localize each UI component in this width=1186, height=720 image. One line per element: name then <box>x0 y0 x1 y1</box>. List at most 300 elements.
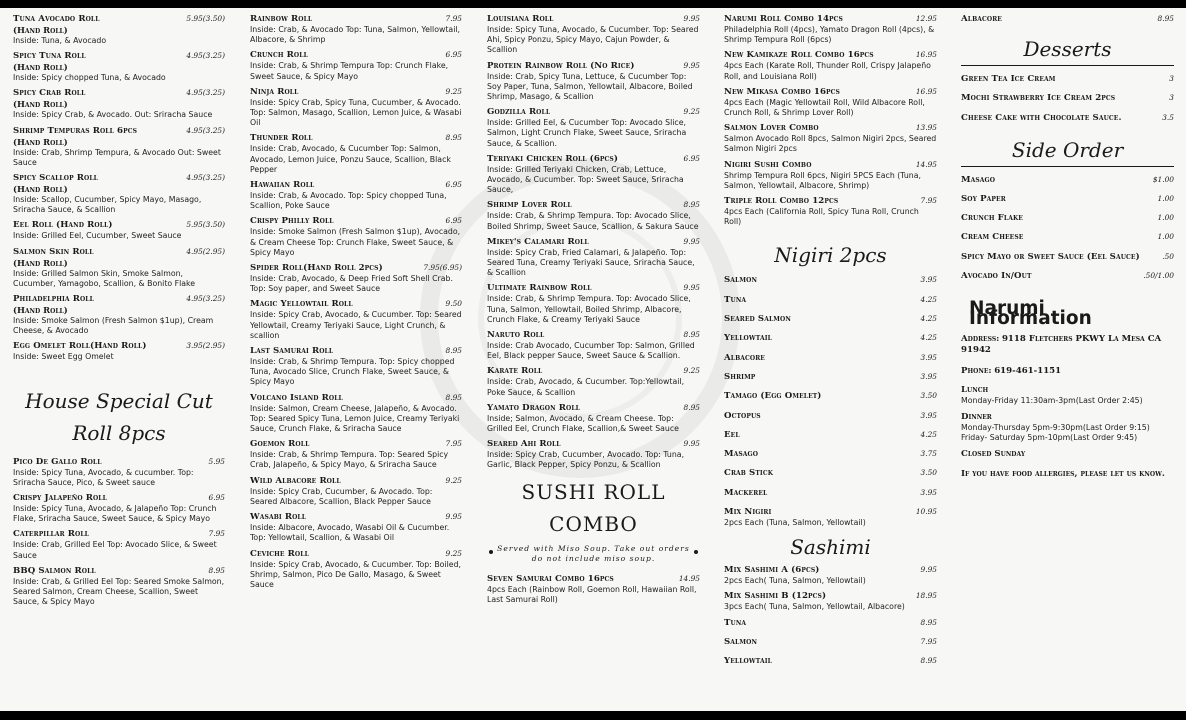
menu-item <box>487 403 700 434</box>
menu-item-header <box>961 232 1174 243</box>
menu-item-name: Masago <box>961 174 996 185</box>
menu-item-header <box>250 263 462 274</box>
menu-item <box>724 372 937 383</box>
menu-item <box>724 468 937 479</box>
menu-item-name: Tamago (Egg Omelet) <box>724 391 822 402</box>
menu-item-name: Caterpillar Roll <box>13 529 89 540</box>
menu-item <box>724 391 937 402</box>
menu-item-price: 4.95(3.25) <box>186 88 225 98</box>
menu-item-description: 4pcs Each (California Roll, Spicy Tuna Roll, Crunch Roll) <box>724 207 919 227</box>
menu-item-header <box>724 275 937 286</box>
menu-item <box>961 194 1174 205</box>
menu-item-header <box>724 565 937 576</box>
menu-item-header <box>724 295 937 306</box>
menu-column-2 <box>250 14 462 595</box>
menu-item-header <box>13 341 225 352</box>
menu-item-header <box>487 61 700 72</box>
menu-item-price: 3.50 <box>920 391 937 401</box>
menu-item-price: 16.95 <box>915 50 937 60</box>
menu-item-name: Shrimp <box>724 371 756 382</box>
menu-item-price: 4.95(2.95) <box>186 246 225 256</box>
menu-item <box>961 252 1174 263</box>
menu-item-name: Tuna <box>724 294 747 305</box>
menu-item-description: Inside: Crab, Shrimp Tempura, & Avocado Out: Sweet Sauce <box>13 147 221 167</box>
menu-item-header <box>487 330 700 341</box>
menu-item-name: Seven Samurai Combo 16pcs <box>487 573 614 584</box>
menu-item-description: 4pcs Each (Rainbow Roll, Goemon Roll, Hawaiian Roll, Last Samurai Roll) <box>487 584 697 604</box>
menu-item-name: Mikey's Calamari Roll <box>487 236 589 247</box>
menu-item-description: Inside: Crab, Avocado, & Deep Fried Soft Shell Crab. Top: Soy paper, and Sweet Sauce <box>250 274 453 294</box>
menu-item-name: Mix Sashimi B (12pcs) <box>724 591 827 602</box>
menu-item-header <box>250 133 462 144</box>
menu-item <box>13 14 225 46</box>
menu-item-header <box>250 216 462 227</box>
menu-item-price: 9.95 <box>683 236 700 246</box>
menu-item <box>961 175 1174 186</box>
dinner-hours: Dinner Monday-Thursday 5pm-9:30pm(Last Order 9:15) Friday- Saturday 5pm-10pm(Last Order 9:45) <box>961 412 1150 442</box>
menu-item-name: Goemon Roll <box>250 439 310 450</box>
menu-item <box>724 160 937 191</box>
menu-item <box>250 476 462 507</box>
menu-item-name: Octopus <box>724 410 761 421</box>
menu-item-header <box>724 372 937 383</box>
menu-item-description: Inside: Grilled Eel, Cucumber, Sweet Sauce <box>13 231 182 241</box>
menu-item-subtitle: (Hand Roll) <box>13 136 68 147</box>
menu-item-description: Shrimp Tempura Roll 6pcs, Nigiri 5PCS Each (Tuna, Salmon, Yellowtail, Albacore, Shrimp) <box>724 170 921 190</box>
menu-item-header <box>724 50 937 61</box>
menu-item-name: Eel Roll (Hand Roll) <box>13 220 113 231</box>
menu-item-subtitle: (Hand Roll) <box>13 257 68 268</box>
desserts-divider <box>961 65 1174 66</box>
side-order-divider <box>961 166 1174 167</box>
menu-item-description: Inside: Spicy Crab, Cucumber, & Avocado. Top: Seared Albacore, Scallion, Black Pepper Sauce <box>250 486 433 506</box>
menu-item-name: New Mikasa Combo 16pcs <box>724 86 840 97</box>
menu-item <box>724 295 937 306</box>
menu-item-price: 3.75 <box>920 449 937 459</box>
menu-item-header <box>250 180 462 191</box>
menu-item <box>961 93 1174 104</box>
menu-item-name: Louisiana Roll <box>487 14 554 24</box>
menu-item-header <box>961 252 1174 263</box>
menu-item-name: Ninja Roll <box>250 86 299 97</box>
menu-item-description: Inside: Crab Avocado, Cucumber Top: Salmon, Grilled Eel, Black pepper Sauce, Sweet Sauce & Scallion. <box>487 341 695 361</box>
menu-item-name: Spider Roll(Hand Roll 2pcs) <box>250 263 383 274</box>
menu-item-name: Salmon Lover Combo <box>724 123 819 134</box>
menu-item-description: Inside: Crab, & Shrimp Tempura. Top: Seared Spicy Crab, Jalapeño, & Spicy Mayo, & Sriracha Sauce <box>250 450 449 470</box>
menu-item-header <box>724 618 937 629</box>
menu-item-price: 7.95(6.95) <box>423 263 462 273</box>
menu-item-header <box>250 476 462 487</box>
menu-item-description: Inside: Crab, & Shrimp Tempura. Top: Avocado Slice, Tuna, Salmon, Yellowtail, Boiled Shrimp, Albacore, Crunch Flake, & Creamy Teriyaki Sauce <box>487 294 691 324</box>
menu-item-price: 8.95 <box>920 656 937 666</box>
menu-item-price: 8.95 <box>683 330 700 340</box>
menu-item-subtitle: (Hand Roll) <box>13 305 68 316</box>
menu-item <box>13 341 225 362</box>
menu-item-name: Albacore <box>724 352 765 363</box>
menu-item <box>13 529 225 560</box>
menu-item-name: Magic Yellowtail Roll <box>250 299 353 310</box>
menu-item <box>487 154 700 196</box>
menu-item-header <box>13 493 225 504</box>
menu-item-header <box>13 220 225 231</box>
menu-item-header <box>961 213 1174 224</box>
menu-item-price: $1.00 <box>1152 174 1174 184</box>
menu-item-name: Spicy Mayo or Sweet Sauce (Eel Sauce) <box>961 251 1140 262</box>
menu-item <box>487 330 700 361</box>
menu-item-description: 3pcs Each( Tuna, Salmon, Yellowtail, Albacore) <box>724 602 905 612</box>
menu-item-header <box>13 529 225 540</box>
menu-item-name: Seared Salmon <box>724 314 791 325</box>
menu-item-description: Inside; Salmon, Avocado, & Cream Cheese. Top: Grilled Eel, Crunch Flake, Scallion,& Sweet Sauce <box>487 413 679 434</box>
menu-item-price: 8.95 <box>683 402 700 412</box>
menu-item-header <box>724 87 937 98</box>
menu-item <box>250 346 462 388</box>
menu-item <box>250 549 462 591</box>
menu-item-header <box>724 391 937 402</box>
menu-item-header <box>961 194 1174 205</box>
menu-item-price: 3.95 <box>920 371 937 381</box>
menu-item-price: 8.95 <box>920 617 937 627</box>
menu-item-price: 7.95 <box>920 196 937 206</box>
menu-item-price: 9.25 <box>683 366 700 376</box>
menu-item-description: Inside: Crab, Avocado, & Cucumber. Top:Yellowtail, Poke Sauce, & Scallion <box>487 377 685 397</box>
menu-item-name: Philadelphia Roll <box>13 294 94 305</box>
menu-item-subtitle: (Hand Roll) <box>13 62 68 73</box>
menu-item-name: Masago <box>724 449 759 460</box>
menu-item <box>961 232 1174 243</box>
menu-item-name: Soy Paper <box>961 193 1006 204</box>
menu-item <box>724 618 937 629</box>
menu-item-description: Inside: Spicy Crab, Fried Calamari, & Jalapeño. Top: Seared Tuna, Creamy Teriyaki Sauce, Sriracha Sauce, & Scallion <box>487 247 695 278</box>
menu-item-name: Teriyaki Chicken Roll (6pcs) <box>487 153 619 164</box>
menu-item <box>13 457 225 488</box>
menu-item-price: 9.95 <box>445 512 462 522</box>
menu-item <box>13 88 225 120</box>
menu-column-5 <box>961 14 1174 488</box>
menu-item-price: 9.25 <box>445 86 462 96</box>
menu-item-header <box>487 237 700 248</box>
menu-item-description: Inside: Crab, & Grilled Eel Top: Seared Smoke Salmon, Seared Salmon, Cream Cheese, Scallion, Sweet Sauce, & Spicy Mayo <box>13 576 225 607</box>
menu-item-name: Yellowtail <box>724 656 772 667</box>
menu-item-description: Inside: Crab, Avocado, & Cucumber Top: Salmon, Avocado, Lemon Juice, Ponzu Sauce, Scallion, Black Pepper <box>250 144 451 174</box>
menu-item-description: Inside: Grilled Salmon Skin, Smoke Salmon, Cucumber, Yamagobo, Scallion, & Bonito Flake <box>13 268 196 288</box>
menu-item-price: .50 <box>1162 251 1174 261</box>
menu-item-price: 3.5 <box>1162 112 1174 122</box>
menu-item <box>724 333 937 344</box>
menu-item-name: Mackerel <box>724 487 768 498</box>
menu-item-header <box>250 549 462 560</box>
menu-item-name: Karate Roll <box>487 366 543 377</box>
menu-item-header <box>724 14 937 25</box>
menu-item-description: Inside: Tuna, & Avocado <box>13 36 107 45</box>
menu-item-header <box>13 173 225 184</box>
menu-item <box>250 512 462 543</box>
menu-item-name: BBQ Salmon Roll <box>13 565 96 576</box>
phone: Phone: 619-461-1151 <box>961 365 1062 376</box>
section-title-nigiri: Nigiri 2pcs <box>774 243 887 268</box>
menu-item-description: Inside: Albacore, Avocado, Wasabi Oil & Cucumber. Top: Yellowtail, Scallion, & Wasabi Oil <box>250 523 450 543</box>
menu-item-header <box>250 439 462 450</box>
menu-item <box>724 50 937 81</box>
menu-item-price: 4.95(3.25) <box>186 51 225 61</box>
menu-item-price: 9.95 <box>920 565 937 575</box>
menu-item-price: 12.95 <box>915 14 937 23</box>
menu-item <box>13 493 225 524</box>
menu-item-price: 3.95 <box>920 410 937 420</box>
menu-item-description: 2pcs Each( Tuna, Salmon, Yellowtail) <box>724 576 866 586</box>
closed-notice: Closed Sunday <box>961 449 1026 459</box>
menu-item <box>724 488 937 499</box>
menu-item <box>487 237 700 279</box>
menu-item <box>724 449 937 460</box>
menu-item <box>724 353 937 364</box>
menu-item-price: 4.95(3.25) <box>186 294 225 304</box>
menu-item <box>487 200 700 231</box>
menu-item-name: Green Tea Ice Cream <box>961 74 1056 84</box>
menu-item-price: 1.00 <box>1157 193 1174 203</box>
menu-item-header <box>250 14 462 25</box>
menu-item-price: 9.95 <box>683 14 700 23</box>
menu-item-price: 7.95 <box>920 636 937 646</box>
restaurant-info <box>961 333 1174 479</box>
menu-item-description: Inside: Spicy Tuna, Avocado, & Cucumber. Top: Seared Ahi, Spicy Ponzu, Spicy Mayo, Cajun Powder, & Scallion <box>487 25 699 55</box>
menu-item <box>724 123 937 154</box>
menu-item-description: Inside: Spicy Crab, Avocado, & Cucumber. Top: Seared Yellowtail, Creamy Teriyaki Sauce, Light Crunch, & scallion <box>250 310 462 340</box>
menu-item-price: 1.00 <box>1157 213 1174 223</box>
menu-item <box>724 656 937 667</box>
menu-item-header <box>961 271 1174 282</box>
menu-item <box>724 591 937 612</box>
menu-item-description: Inside: Crab, & Shrimp Tempura. Top: Spicy chopped Tuna, Avocado Slice, Crunch Flake, Sweet Sauce, & Spicy Mayo <box>250 357 455 387</box>
menu-item <box>250 133 462 175</box>
menu-item-name: Thunder Roll <box>250 133 313 144</box>
menu-item-price: 8.95 <box>208 565 225 575</box>
menu-item-header <box>961 175 1174 186</box>
menu-item-name: Eel <box>724 429 740 440</box>
menu-item-header <box>487 107 700 118</box>
menu-item <box>250 50 462 81</box>
menu-item-header <box>724 488 937 499</box>
menu-item-description: Philadelphia Roll (4pcs), Yamato Dragon Roll (4pcs), & Shrimp Tempura Roll (6pcs) <box>724 25 935 45</box>
menu-item-name: Crispy Philly Roll <box>250 216 334 227</box>
menu-item-name: Spicy Tuna Roll <box>13 51 86 62</box>
menu-item <box>250 87 462 129</box>
menu-item-name: Hawaiian Roll <box>250 180 315 191</box>
menu-item-header <box>724 196 937 207</box>
menu-item-name: Wasabi Roll <box>250 512 307 523</box>
menu-item-price: 16.95 <box>915 86 937 96</box>
menu-item-price: 3.50 <box>920 468 937 478</box>
menu-item-name: Yellowtail <box>724 333 772 344</box>
menu-item-header <box>487 574 700 585</box>
menu-item-price: 9.25 <box>445 475 462 485</box>
menu-item-price: 6.95 <box>445 216 462 226</box>
menu-item-name: Mix Sashimi A (6pcs) <box>724 565 820 576</box>
menu-item-header <box>250 393 462 404</box>
menu-item-name: Last Samurai Roll <box>250 346 334 357</box>
menu-item-description: 4pcs Each (Karate Roll, Thunder Roll, Crispy Jalapeño Roll, and Louisiana Roll) <box>724 61 931 81</box>
menu-item-price: 3 <box>1169 93 1174 103</box>
section-title-side-order: Side Order <box>1011 137 1124 162</box>
menu-item-price: .50/1.00 <box>1143 271 1174 281</box>
menu-item <box>13 51 225 83</box>
menu-item-price: 7.95 <box>208 529 225 539</box>
menu-item-price: 1.00 <box>1157 232 1174 242</box>
menu-item-subtitle: (Hand Roll) <box>13 99 68 110</box>
menu-item-description: Inside: Crab, & Avocado. Top: Spicy chopped Tuna, Scallion, Poke Sauce <box>250 191 447 211</box>
menu-item-price: 6.95 <box>445 180 462 190</box>
menu-item-header <box>13 14 225 25</box>
menu-item-price: 5.95 <box>208 456 225 466</box>
menu-item <box>487 439 700 470</box>
menu-item-price: 4.25 <box>920 314 937 324</box>
menu-item-name: Yamato Dragon Roll <box>487 402 580 413</box>
lunch-hours: Lunch Monday-Friday 11:30am-3pm(Last Order 2:45) <box>961 385 1143 405</box>
menu-item-header <box>487 154 700 165</box>
menu-item-price: 9.50 <box>445 299 462 309</box>
menu-item-price: 18.95 <box>915 591 937 601</box>
menu-item-price: 5.95(3.50) <box>186 220 225 230</box>
menu-item <box>961 74 1174 85</box>
menu-item-name: Triple Roll Combo 12pcs <box>724 196 839 207</box>
menu-item-description: Inside: Grilled Eel, & Cucumber Top: Avocado Slice, Salmon, Light Crunch Flake, Sweet Sauce, Sriracha Sauce, & Scallion. <box>487 118 687 148</box>
menu-item-price: 3 <box>1169 74 1174 83</box>
menu-item <box>13 126 225 168</box>
menu-item <box>487 283 700 325</box>
combo-note: Served with Miso Soup. Take out orders do not include miso soup. <box>495 544 692 564</box>
menu-item <box>724 565 937 586</box>
menu-item-price: 4.95(3.25) <box>186 125 225 135</box>
menu-item-name: Tuna Avocado Roll <box>13 14 100 24</box>
menu-item-header <box>961 113 1174 124</box>
menu-item-header <box>724 656 937 667</box>
menu-item-header <box>724 430 937 441</box>
menu-item-header <box>961 74 1174 85</box>
menu-column-3 <box>487 14 700 610</box>
menu-item-header <box>724 449 937 460</box>
menu-item-name: Crab Stick <box>724 468 774 479</box>
menu-item-description: Inside: Spicy Crab, Avocado, & Cucumber. Top: Boiled, Shrimp, Salmon, Pico De Gallo, Masago, & Sweet Sauce <box>250 559 461 589</box>
menu-item-header <box>250 299 462 310</box>
menu-item-header <box>724 123 937 134</box>
menu-item-name: Seared Ahi Roll <box>487 439 561 450</box>
menu-item-description: Inside: Spicy Crab, Cucumber, Avocado. Top: Tuna, Garlic, Black Pepper, Spicy Ponzu, & Scallion <box>487 450 685 470</box>
menu-item <box>487 14 700 56</box>
menu-item-price: 6.95 <box>683 153 700 163</box>
allergy-notice: If you have food allergies, please let us know. <box>961 468 1165 479</box>
menu-item-header <box>250 50 462 61</box>
menu-item-price: 9.25 <box>683 107 700 117</box>
menu-item-name: Pico De Gallo Roll <box>13 456 102 467</box>
menu-item-description: Inside: Grilled Teriyaki Chicken, Crab, Lettuce, Avocado, & Cucumber. Top: Sweet Sauce, Sriracha Sauce, <box>487 164 684 195</box>
menu-item-description: Inside: Crab, Grilled Eel Top: Avocado Slice, & Sweet Sauce <box>13 540 217 560</box>
menu-item-name: Shrimp Tempuras Roll 6pcs <box>13 125 138 136</box>
menu-item-description: Inside: Crab, Spicy Tuna, Lettuce, & Cucumber Top: Soy Paper, Tuna, Salmon, Yellowtail, Albacore, Boiled Shrimp, Masago, & Scallion <box>487 71 693 102</box>
menu-item <box>724 314 937 325</box>
menu-item-price: 3.95(2.95) <box>186 341 225 351</box>
menu-item-price: 9.95 <box>683 283 700 293</box>
menu-item-name: Shrimp Lover Roll <box>487 200 572 211</box>
menu-item-header <box>13 247 225 258</box>
menu-item-header <box>13 566 225 577</box>
menu-item-name: Cheese Cake with Chocolate Sauce. <box>961 112 1122 123</box>
menu-item-price: 7.95 <box>445 14 462 23</box>
menu-item-price: 9.95 <box>683 439 700 449</box>
menu-item-price: 9.95 <box>683 60 700 70</box>
menu-item-description: Inside: Spicy Crab, & Avocado. Out: Sriracha Sauce <box>13 110 213 120</box>
section-title-house-special: House Special Cut Roll 8pcs <box>25 388 213 445</box>
menu-item <box>724 430 937 441</box>
section-title-sushi-combo: SUSHI ROLL COMBO <box>521 479 666 536</box>
section-title-sashimi: Sashimi <box>790 535 871 560</box>
menu-item <box>250 393 462 435</box>
menu-item-header <box>724 637 937 648</box>
menu-item-subtitle: (Hand Roll) <box>13 184 68 195</box>
menu-item-description: Inside: Scallop, Cucumber, Spicy Mayo, Masago, Sriracha Sauce, & Scallion <box>13 195 202 215</box>
menu-item-name: Crunch Roll <box>250 50 308 61</box>
menu-item-header <box>13 126 225 137</box>
menu-item <box>487 107 700 149</box>
menu-item-name: Naruto Roll <box>487 330 545 341</box>
menu-item-header <box>13 51 225 62</box>
menu-item <box>487 574 700 605</box>
menu-item-price: 4.25 <box>920 429 937 439</box>
menu-item-header <box>724 507 937 518</box>
menu-item-price: 6.95 <box>208 493 225 503</box>
menu-item-price: 9.25 <box>445 548 462 558</box>
menu-item-name: Godzilla Roll <box>487 107 551 118</box>
menu-column-1 <box>13 14 225 612</box>
menu-item-description: Inside: Sweet Egg Omelet <box>13 352 114 362</box>
menu-item <box>250 439 462 470</box>
menu-item-name: Tuna <box>724 617 747 628</box>
menu-item-price: 10.95 <box>915 507 937 516</box>
menu-item-header <box>487 14 700 25</box>
menu-item <box>13 294 225 336</box>
menu-item <box>724 637 937 648</box>
menu-item-price: 5.95(3.50) <box>186 14 225 23</box>
menu-item-name: Mix Nigiri <box>724 507 772 517</box>
menu-item-price: 14.95 <box>915 159 937 169</box>
menu-item-header <box>250 512 462 523</box>
menu-column-4 <box>724 14 937 676</box>
menu-item-price: 6.95 <box>445 50 462 60</box>
menu-item <box>724 196 937 227</box>
menu-item-price: 8.95 <box>445 392 462 402</box>
menu-item <box>13 173 225 215</box>
menu-item-header <box>487 366 700 377</box>
menu-item-price: 3.95 <box>920 275 937 285</box>
menu-item-name: Egg Omelet Roll(Hand Roll) <box>13 341 147 352</box>
menu-item <box>724 275 937 286</box>
menu-item-subtitle: (Hand Roll) <box>13 25 68 35</box>
menu-item <box>250 216 462 258</box>
menu-item-header <box>724 411 937 422</box>
menu-item-header <box>250 87 462 98</box>
menu-item <box>250 263 462 294</box>
menu-item <box>724 411 937 422</box>
menu-item-description: 2pcs Each (Tuna, Salmon, Yellowtail) <box>724 518 866 527</box>
menu-item-name: Narumi Roll Combo 14pcs <box>724 14 843 24</box>
menu-item-header <box>724 591 937 602</box>
menu-item-header <box>487 283 700 294</box>
menu-item-price: 3.95 <box>920 352 937 362</box>
menu-item-name: Cream Cheese <box>961 232 1024 243</box>
address: Address: 9118 Fletchers PKWY La Mesa CA 91942 <box>961 333 1162 356</box>
menu-item-price: 4.95(3.25) <box>186 173 225 183</box>
menu-item <box>250 299 462 341</box>
menu-item <box>250 180 462 211</box>
